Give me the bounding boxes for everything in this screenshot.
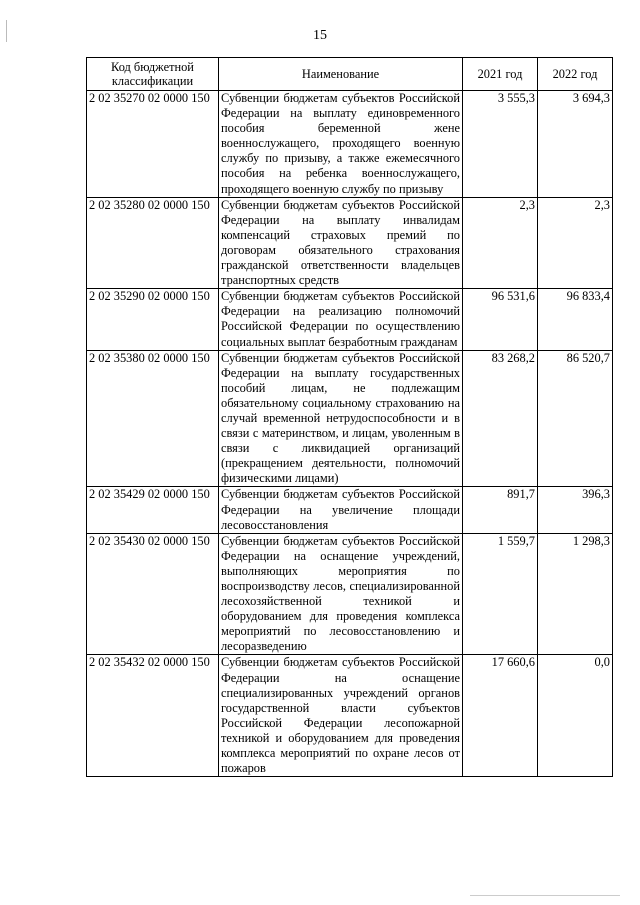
header-code: Код бюджетной классификации bbox=[87, 58, 219, 91]
row-value-2021: 2,3 bbox=[463, 197, 538, 289]
table-row bbox=[87, 197, 613, 289]
header-2022: 2022 год bbox=[538, 58, 613, 91]
table-row bbox=[87, 655, 613, 777]
table-row bbox=[87, 487, 613, 533]
row-value-2022: 3 694,3 bbox=[538, 91, 613, 198]
row-name: Субвенции бюджетам субъектов Российской Федерации на оснащение специализированных учреждений органов государственной власти субъектов Российской Федерации лесопожарной техникой и оборудованием для проведения комплекса мероприятий по охране лесов от пожаров bbox=[219, 655, 463, 777]
row-code: 2 02 35270 02 0000 150 bbox=[87, 91, 219, 198]
row-code: 2 02 35290 02 0000 150 bbox=[87, 289, 219, 350]
row-code: 2 02 35430 02 0000 150 bbox=[87, 533, 219, 655]
row-name: Субвенции бюджетам субъектов Российской Федерации на увеличение площади лесовосстановления bbox=[219, 487, 463, 533]
table-row bbox=[87, 91, 613, 198]
header-name: Наименование bbox=[219, 58, 463, 91]
row-name: Субвенции бюджетам субъектов Российской Федерации на реализацию полномочий Российской Федерации по осуществлению социальных выплат безработным гражданам bbox=[219, 289, 463, 350]
row-name: Субвенции бюджетам субъектов Российской Федерации на оснащение учреждений, выполняющих мероприятия по воспроизводству лесов, специализированной лесохозяйственной техникой и оборудованием для проведения комплекса мероприятий по лесовосстановлению и лесоразведению bbox=[219, 533, 463, 655]
table-row bbox=[87, 533, 613, 655]
row-value-2022: 0,0 bbox=[538, 655, 613, 777]
row-name: Субвенции бюджетам субъектов Российской Федерации на выплату государственных пособий лицам, не подлежащим обязательному социальному страхованию на случай временной нетрудоспособности и в связи с материнством, и лицам, уволенным в связи с ликвидацией организаций (прекращением деятельности, полномочий физическими лицами) bbox=[219, 350, 463, 487]
row-value-2022: 2,3 bbox=[538, 197, 613, 289]
row-value-2022: 1 298,3 bbox=[538, 533, 613, 655]
page-number: 15 bbox=[313, 28, 327, 43]
row-code: 2 02 35380 02 0000 150 bbox=[87, 350, 219, 487]
row-name: Субвенции бюджетам субъектов Российской Федерации на выплату инвалидам компенсаций страховых премий по договорам обязательного страхования гражданской ответственности владельцев транспортных средств bbox=[219, 197, 463, 289]
row-value-2021: 96 531,6 bbox=[463, 289, 538, 350]
table-row bbox=[87, 350, 613, 487]
row-code: 2 02 35432 02 0000 150 bbox=[87, 655, 219, 777]
scan-bottom-rule bbox=[470, 895, 620, 896]
row-code: 2 02 35280 02 0000 150 bbox=[87, 197, 219, 289]
row-code: 2 02 35429 02 0000 150 bbox=[87, 487, 219, 533]
row-value-2022: 86 520,7 bbox=[538, 350, 613, 487]
row-value-2021: 17 660,6 bbox=[463, 655, 538, 777]
table-header-row bbox=[87, 58, 613, 91]
row-value-2022: 396,3 bbox=[538, 487, 613, 533]
table-row bbox=[87, 289, 613, 350]
row-value-2021: 83 268,2 bbox=[463, 350, 538, 487]
header-2021: 2021 год bbox=[463, 58, 538, 91]
row-value-2021: 3 555,3 bbox=[463, 91, 538, 198]
row-value-2022: 96 833,4 bbox=[538, 289, 613, 350]
row-value-2021: 1 559,7 bbox=[463, 533, 538, 655]
row-name: Субвенции бюджетам субъектов Российской Федерации на выплату единовременного пособия беременной жене военнослужащего, проходящего военную службу по призыву, а также ежемесячного пособия на ребенка военнослужащего, проходящего военную службу по призыву bbox=[219, 91, 463, 198]
budget-table bbox=[86, 57, 613, 777]
row-value-2021: 891,7 bbox=[463, 487, 538, 533]
